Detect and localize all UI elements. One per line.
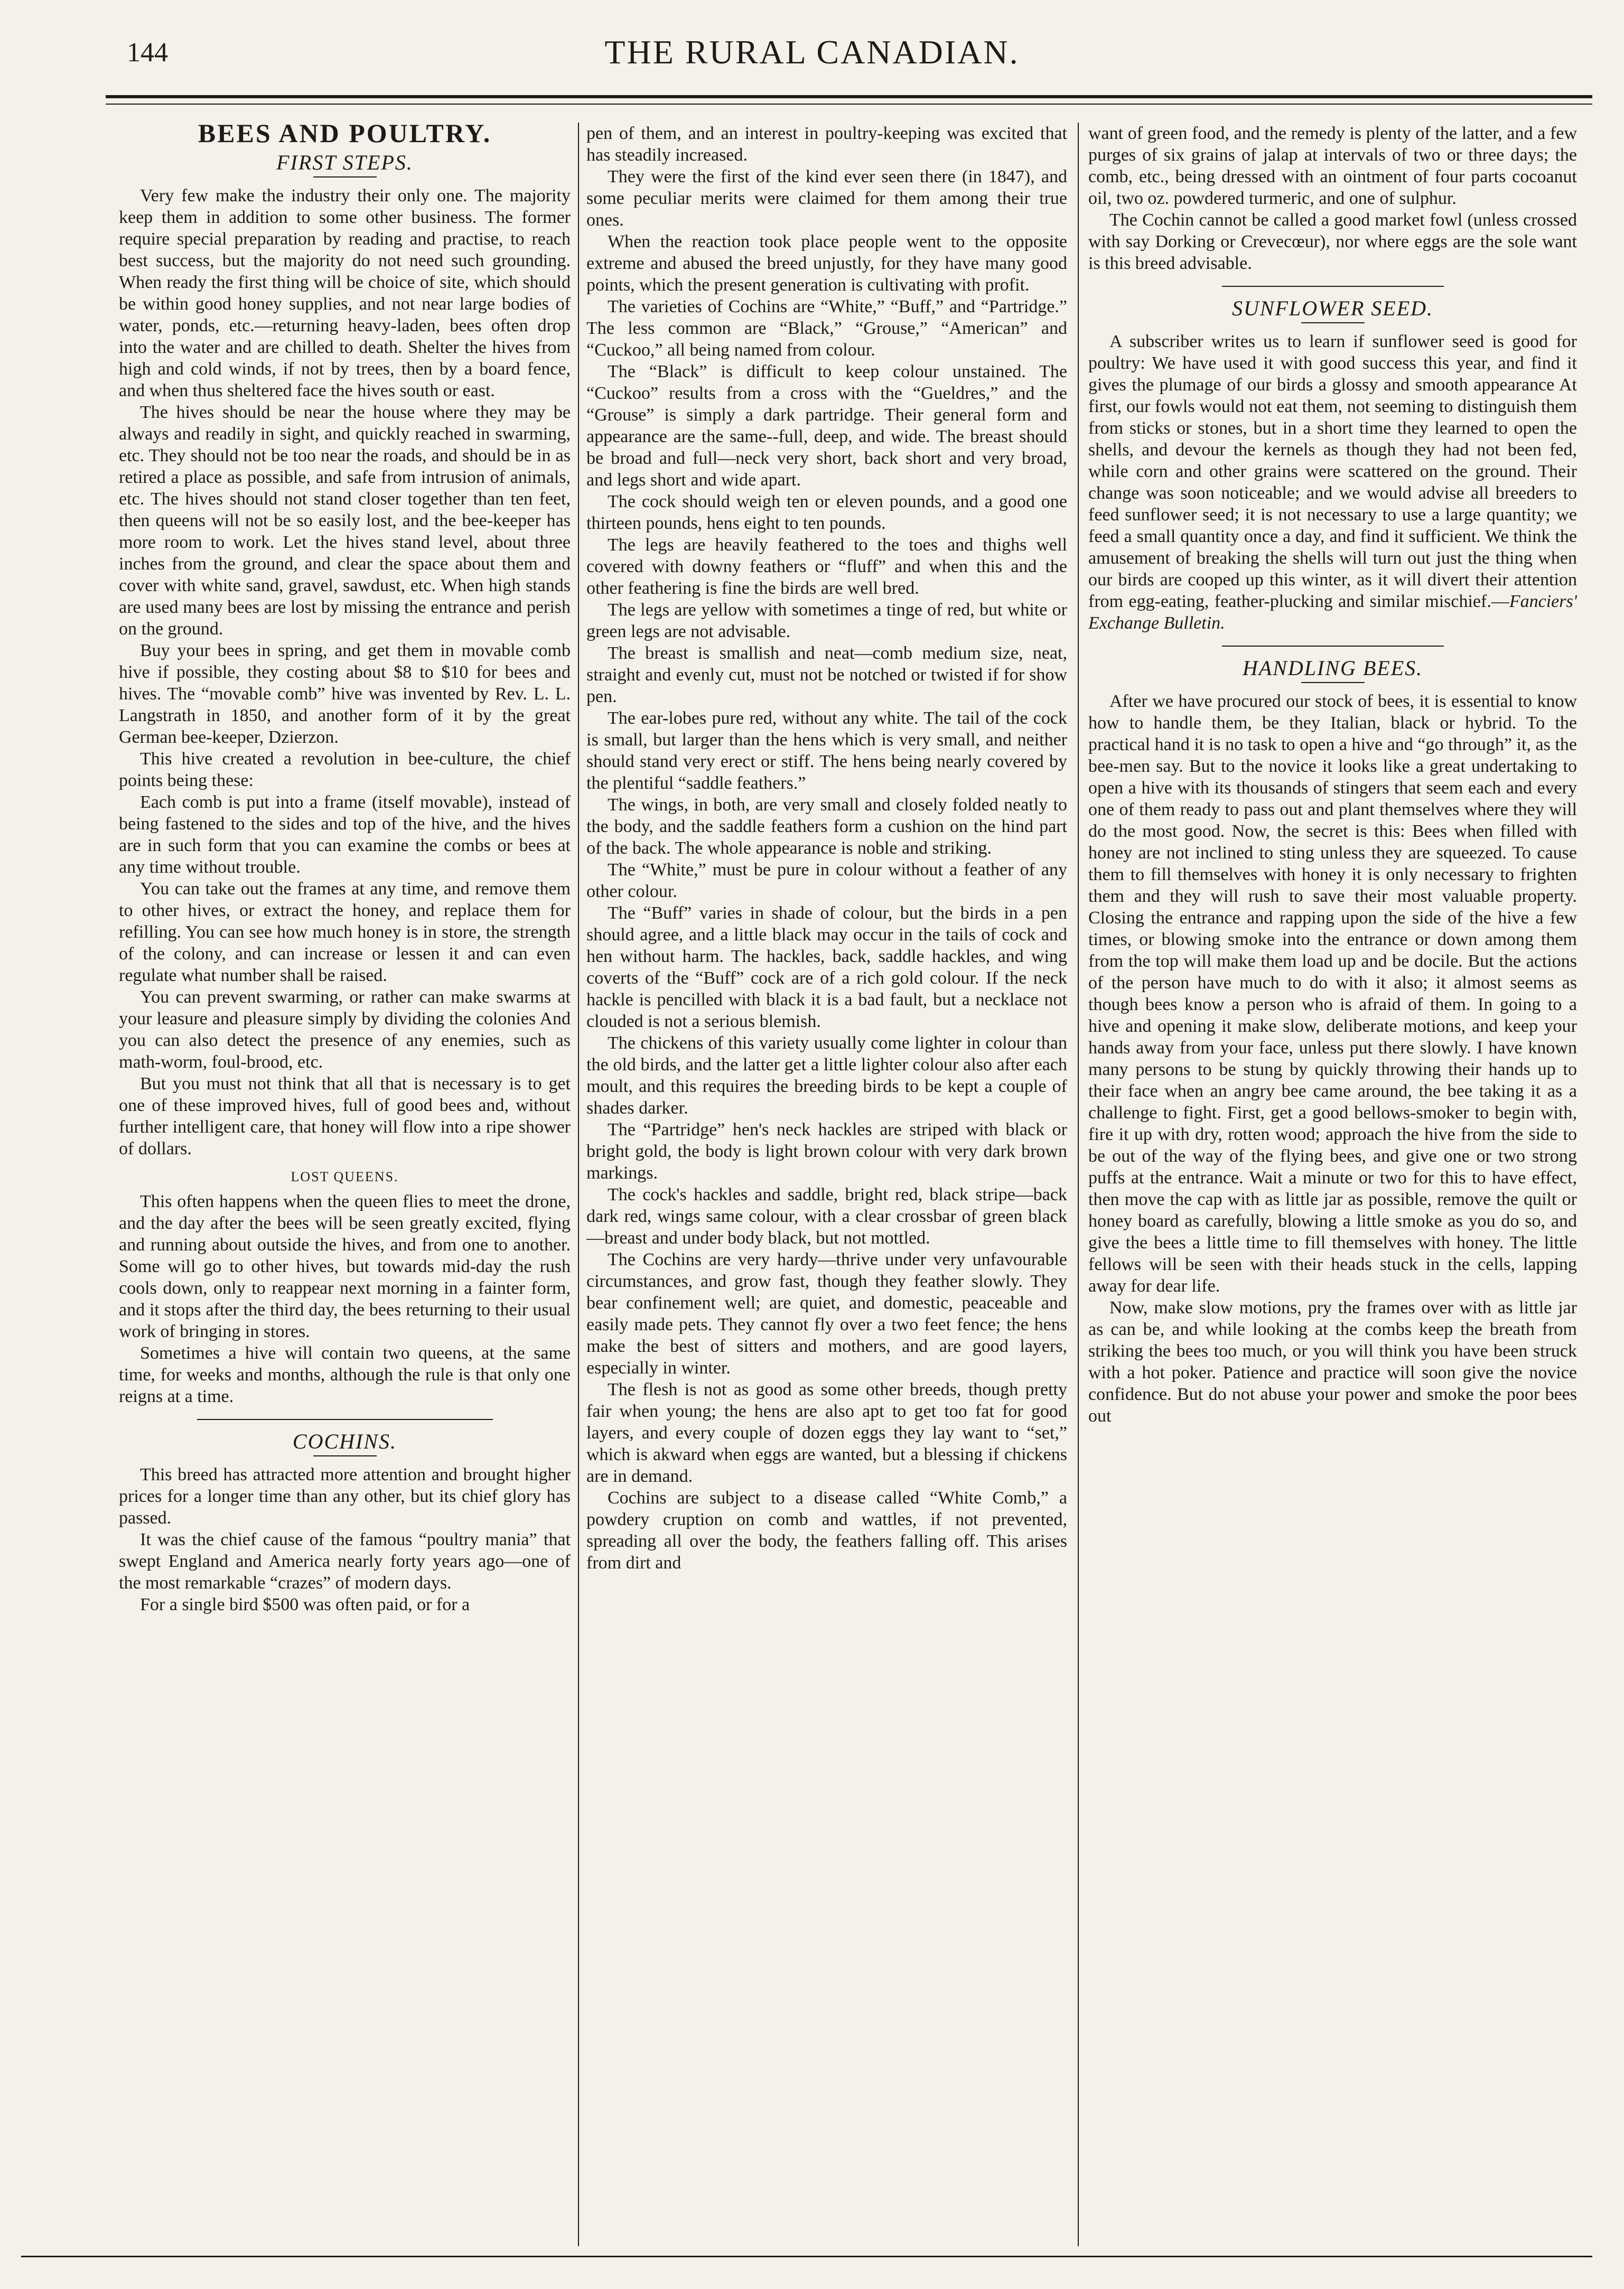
masthead: THE RURAL CANADIAN. [604,33,1020,71]
source-credit: Fanciers' Exchange Bulletin. [1088,592,1577,633]
paragraph: The Cochins are very hardy—thrive under very unfavourable circumstances, and grow fast, though they feather slowly. They bear confinement well; are quiet, and domestic, peaceable and easily made pets. They cannot fly over a two feet fence; the hens make the best of sitters and mothers, and are good layers, especially in winter. [586,1250,1067,1378]
paragraph: This hive created a revolution in bee-culture, the chief points being these: [119,749,571,790]
paragraph: When the reaction took place people went to the opposite extreme and abused the breed unjustly, for they have many good points, which the present generation is cultivating with profit. [586,232,1067,295]
article-separator [1222,646,1444,647]
paragraph: The “Buff” varies in shade of colour, but the birds in a pen should agree, and a little black may occur in the tails of cock and hen without harm. The hackles, back, saddle hackles, and wing coverts of the “Buff” cock are of a rich gold colour. If the neck hackle is pencilled with black it is a bad fault, but a necklace not clouded is not a serious blemish. [586,903,1067,1031]
article-separator [197,1419,493,1420]
paragraph: The wings, in both, are very small and closely folded neatly to the body, and the saddle feathers form a cushion on the hind part of the back. The whole appearance is noble and striking. [586,795,1067,858]
paragraph: Each comb is put into a frame (itself movable), instead of being fastened to the sides and top of the hive, and the hives are in such form that you can examine the combs or bees at any time without trouble. [119,792,571,877]
paragraph: The cock should weigh ten or eleven pounds, and a good one thirteen pounds, hens eight to ten pounds. [586,492,1067,533]
heading-rule [1301,322,1365,323]
paragraph: Cochins are subject to a disease called “White Comb,” a powdery cruption on comb and wattles, if not prevented, spreading all over the body, the feathers falling off. This arises from dirt and [586,1488,1067,1573]
footer-rule [21,2256,1592,2257]
paragraph: For a single bird $500 was often paid, or for a [140,1595,470,1614]
paragraph: The flesh is not as good as some other breeds, though pretty fair when young; the hens are also apt to get too fat for good layers, and every couple of dozen eggs they lay want to “set,” which is akward when eggs are wanted, but a blessing if chickens are in demand. [586,1380,1067,1486]
paragraph: You can prevent swarming, or rather can make swarms at your leasure and pleasure simply by dividing the colonies And you can also detect the presence of any enemies, such as math-worm, foul-brood, etc. [119,987,571,1072]
paragraph: Sometimes a hive will contain two queens, at the same time, for weeks and months, although the rule is that only one reigns at a time. [119,1343,571,1406]
paragraph: The Cochin cannot be called a good market fowl (unless crossed with say Dorking or Crevecœur), nor where eggs are the sole want is this breed advisable. [1088,210,1577,273]
paragraph-text: A subscriber writes us to learn if sunflower seed is good for poultry: We have used it with good success this year, and find it gives the plumage of our birds a glossy and smooth appearance At first, our fowls would not eat them, not seeming to distinguish them from sticks or stones, but in a short time they learned to open the shells, and devour the kernels as though they had not been fed, while corn and other grains were scattered on the ground. Their change was soon noticeable; and we would advise all breeders to feed sunflower seed; it is not necessary to use a large quantity; we feed a small quantity once a day, and find it sufficient. We think the amusement of breaking the shells will turn out just the thing when our birds are cooped up this winter, as it will divert their attention from egg-eating, feather-plucking and similar mischief.— [1088,332,1577,611]
column-divider [578,123,579,2246]
paragraph: The chickens of this variety usually come lighter in colour than the old birds, and the latter get a little lighter colour also after each moult, and this requires the breeding birds to be kept a couple of shades darker. [586,1033,1067,1118]
paragraph: The “Partridge” hen's neck hackles are striped with black or bright gold, the body is light brown colour with very dark brown markings. [586,1120,1067,1183]
article-heading-sunflower-seed: SUNFLOWER SEED. [1231,296,1434,320]
heading-rule [1301,682,1365,683]
paragraph: Now, make slow motions, pry the frames over with as little jar as can be, and while looking at the combs keep the breath from striking the bees too much, or you will think you have been struck with a hot poker. Patience and practice will soon give the novice confidence. But do not abuse your power and smoke the poor bees out [1088,1298,1577,1426]
article-heading-handling-bees: HANDLING BEES. [1242,656,1423,680]
article-heading-cochins: COCHINS. [292,1430,397,1453]
paragraph: The “Black” is difficult to keep colour unstained. The “Cuckoo” results from a cross with the “Gueldres,” and the “Grouse” is simply a dark partridge. Their general form and appearance are the same--full, deep, and wide. The breast should be broad and full—neck very short, back short and very broad, and legs short and wide apart. [586,362,1067,490]
column-divider [1078,123,1079,2246]
column-3 [1088,123,1577,2246]
subheading-lost-queens: LOST QUEENS. [291,1169,399,1184]
paragraph: The varieties of Cochins are “White,” “Buff,” and “Partridge.” The less common are “Black,” “Grouse,” “American” and “Cuckoo,” all being named from colour. [586,297,1067,360]
paragraph: The legs are heavily feathered to the toes and thighs well covered with downy feathers or “fluff” and when this and the other feathering is fine the birds are well bred. [586,535,1067,598]
paragraph-continuation: pen of them, and an interest in poultry-keeping was excited that has steadily increased. [586,124,1067,165]
paragraph: Buy your bees in spring, and get them in movable comb hive if possible, they costing about $8 to $10 for bees and hives. The “movable comb” hive was invented by Rev. L. L. Langstrath in 1850, and another form of it by the great German bee-keeper, Dzierzon. [119,641,571,747]
page-number: 144 [127,38,168,68]
paragraph: This often happens when the queen flies to meet the drone, and the day after the bees will be seen greatly excited, flying and running about outside the hives, and from one to another. Some will go to other hives, but towards mid-day the rush cools down, only to reappear next morning in a fainter form, and it stops after the third day, the bees returning to their usual work of bringing in stores. [119,1192,571,1341]
header-rule [106,95,1592,98]
paragraph: But you must not think that all that is necessary is to get one of these improved hives, full of good bees and, without further intelligent care, that honey will flow into a ripe shower of dollars. [119,1074,571,1158]
paragraph: The breast is smallish and neat—comb medium size, neat, straight and evenly cut, must not be notched or twisted if for show pen. [586,643,1067,706]
paragraph [1088,331,1577,634]
paragraph-continuation: want of green food, and the remedy is plenty of the latter, and a few purges of six grains of jalap at intervals of two or three days; the comb, etc., being dressed with an ointment of four parts cocoanut oil, two oz. powdered turmeric, and one of sulphur. [1088,124,1577,208]
paragraph: They were the first of the kind ever seen there (in 1847), and some peculiar merits were claimed for them among their true ones. [586,167,1067,230]
paragraph: It was the chief cause of the famous “poultry mania” that swept England and America nearly forty years ago—one of the most remarkable “crazes” of modern days. [119,1530,571,1593]
article-heading-first-steps: FIRST STEPS. [276,151,413,174]
paragraph: The “White,” must be pure in colour without a feather of any other colour. [586,860,1067,901]
paragraph: Very few make the industry their only one. The majority keep them in addition to some other business. The former require special preparation by reading and practise, to reach best success, but the majority do not need such grounding. When ready the first thing will be choice of site, which should be within good honey supplies, and not near large bodies of water, ponds, etc.—returning heavy-laden, bees often drop into the water and are chilled to death. Shelter the hives from high and cold winds, if not by trees, then by a board fence, and when thus sheltered face the hives south or east. [119,186,571,400]
paragraph: The hives should be near the house where they may be always and readily in sight, and quickly reached in swarming, etc. They should not be too near the roads, and should be in as retired a place as possible, and safe from intrusion of animals, etc. The hives should not stand closer together than ten feet, then queens will not be so easily lost, and the bee-keeper has more room to work. Let the hives stand level, about three inches from the ground, and clear the space about them and cover with white sand, gravel, sawdust, etc. When high stands are used many bees are lost by missing the entrance and perish on the ground. [119,403,571,639]
paragraph: The legs are yellow with sometimes a tinge of red, but white or green legs are not advisable. [586,600,1067,641]
paragraph: The cock's hackles and saddle, bright red, black stripe—back dark red, wings same colour, with a clear crossbar of green black—breast and under body black, but not mottled. [586,1185,1067,1248]
heading-rule [313,176,377,177]
paragraph: The ear-lobes pure red, without any white. The tail of the cock is small, but larger than the hens which is very small, and neither should stand very erect or stiff. The hens being nearly covered by the plentiful “saddle feathers.” [586,708,1067,793]
article-separator [1222,286,1444,287]
header-rule-thin [106,104,1592,105]
paragraph: After we have procured our stock of bees, it is essential to know how to handle them, be they Italian, black or hybrid. To the practical hand it is no task to open a hive and “go through” it, as the bee-men say. But to the novice it looks like a great undertaking to open a hive with its thousands of stingers that seem each and every one of them ready to pass out and plant themselves where they will do the most good. Now, the secret is this: Bees when filled with honey are not inclined to sting unless they are squeezed. To cause them to fill themselves with honey it is only necessary to frighten them and they will rush to save their most valuable property. Closing the entrance and rapping upon the side of the hive a few times, or blowing smoke into the entrance or down among them from the top will make them load up and be docile. But the actions of the person have much to do with it also; it almost seems as though bees know a person who is afraid of them. In going to a hive and opening it make slow, deliberate motions, and keep your hands away from your face, unless put there slowly. I have known many persons to be stung by quickly throwing their hands up to their face when an angry bee came around, the bee taking it as a challenge to fight. First, get a good bellows-smoker to begin with, fire it up with dry, rotten wood; approach the hive from the side to be out of the way of the flying bees, and give one or two strong puffs at the entrance. Wait a minute or two for this to have effect, then move the cap with as little jar as possible, remove the quilt or honey board as carefully, blowing a little smoke as you do so, and give the bees a little time to fill themselves with honey. The little fellows will be seen with their heads stuck in the cells, lapping away for dear life. [1088,692,1577,1296]
paragraph: You can take out the frames at any time, and remove them to other hives, or extract the honey, and replace them for refilling. You can see how much honey is in store, the strength of the colony, and can increase or lessen it and can even regulate what number shall be raised. [119,879,571,985]
paragraph: This breed has attracted more attention and brought higher prices for a longer time than any other, but its chief glory has passed. [119,1465,571,1528]
column-2 [586,123,1067,2246]
column-1 [119,123,571,2246]
heading-rule [313,1455,377,1456]
section-title: BEES AND POULTRY. [198,123,492,148]
